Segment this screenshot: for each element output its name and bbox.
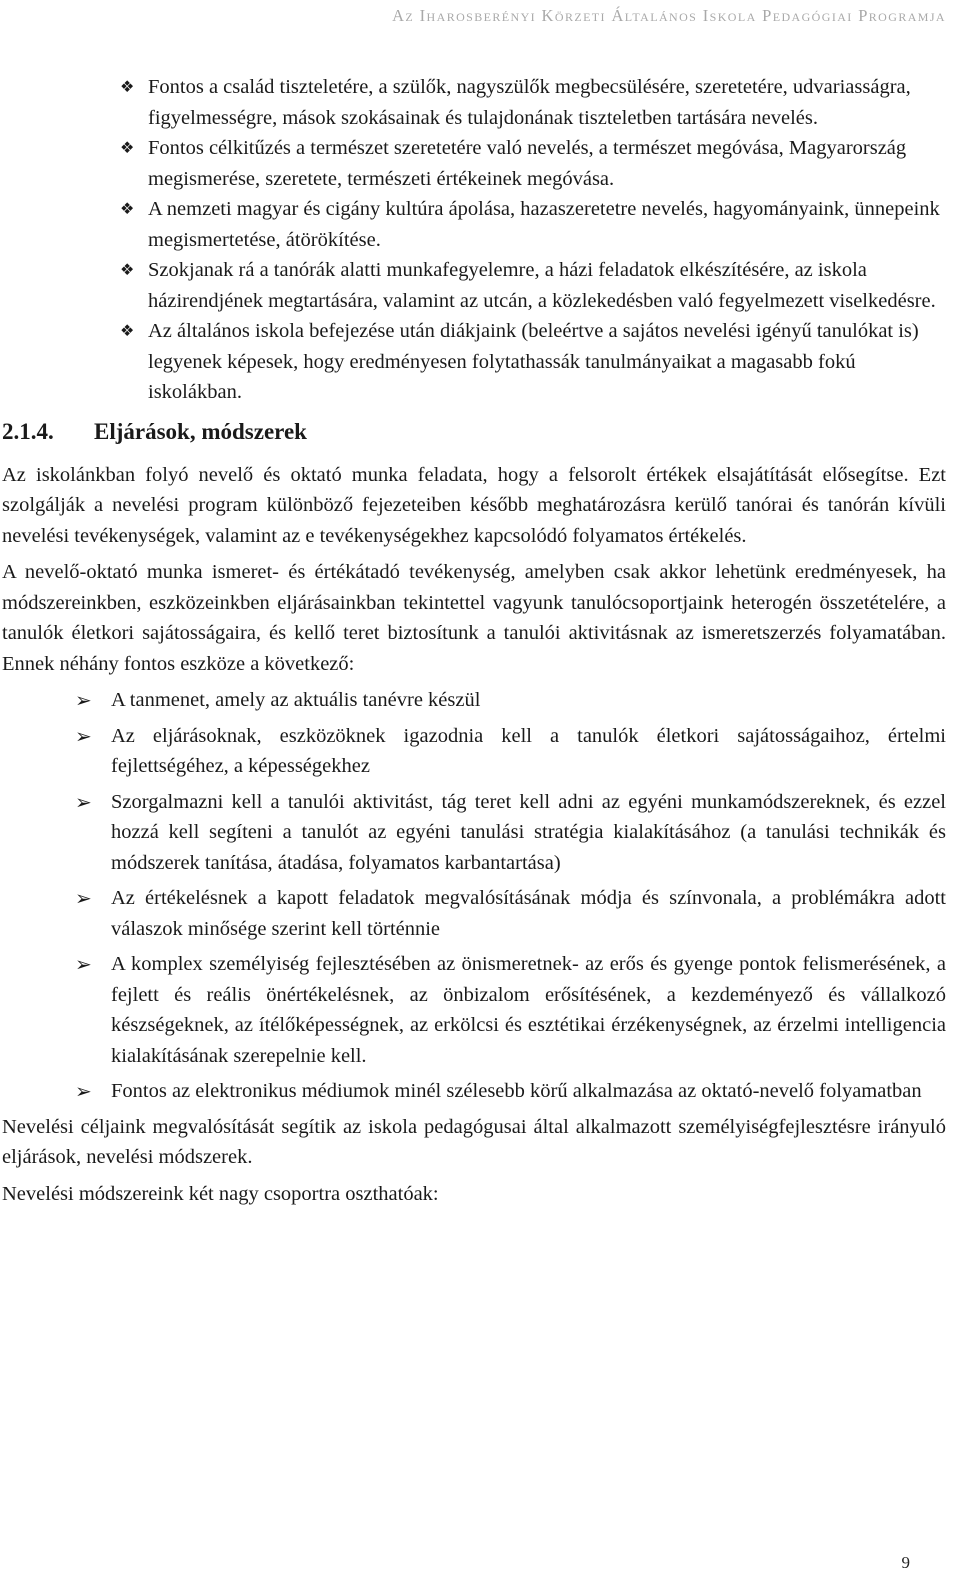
arrow-bullet-icon: ➢ xyxy=(75,886,92,910)
list-item xyxy=(120,72,946,133)
page-content xyxy=(2,72,946,1215)
page-number: 9 xyxy=(901,1553,910,1572)
list-item-text: A nemzeti magyar és cigány kultúra ápolása, hazaszeretetre nevelés, hagyományaink, ünnepeink megismertetése, átörökítése. xyxy=(148,198,940,251)
list-item xyxy=(120,255,946,316)
list-item-text: A komplex személyiség fejlesztésében az önismeretnek- az erős és gyenge pontok felismerésének, a fejlett és reális önértékelésnek, az önbizalom erősítésének, a kezdeményező és vállalkozó készségeknek, az ítélőképességnek, az erkölcsi és esztétikai érzékenységnek, az érzelmi intelligencia kialakításának szerepelnie kell. xyxy=(111,953,946,1067)
paragraph: Az iskolánkban folyó nevelő és oktató munka feladata, hogy a felsorolt értékek elsajátítását elősegítse. Ezt szolgálják a nevelési program különböző fejezeteiben később meghatározásra kerülő tanórai és tanórán kívüli nevelési tevékenységek, valamint az e tevékenységekhez kapcsolódó folyamatos értékelés. xyxy=(2,463,946,547)
diamond-bullet-icon: ❖ xyxy=(120,138,135,157)
diamond-bullet-list xyxy=(2,72,946,408)
arrow-bullet-icon: ➢ xyxy=(75,1079,92,1103)
list-item xyxy=(120,194,946,255)
arrow-bullet-icon: ➢ xyxy=(75,952,92,976)
section-title: Eljárások, módszerek xyxy=(94,418,307,444)
list-item xyxy=(75,685,946,716)
list-item-text: Fontos célkitűzés a természet szeretetére való nevelés, a természet megóvása, Magyarország megismerése, szeretete, természeti értékeinek megóvása. xyxy=(148,137,907,190)
arrow-bullet-icon: ➢ xyxy=(75,723,92,748)
arrow-bullet-icon: ➢ xyxy=(75,688,92,712)
list-item xyxy=(75,1076,946,1107)
list-item-text: Az eljárásoknak, eszközöknek igazodnia kell a tanulók életkori sajátosságaihoz, értelmi fejlettségéhez, a képességekhez xyxy=(111,724,946,777)
list-item-text: Szokjanak rá a tanórák alatti munkafegyelemre, a házi feladatok elkészítésére, az iskola házirendjének megtartására, valamint az utcán, a közlekedésben való fegyelmezett viselkedésre. xyxy=(148,259,936,312)
diamond-bullet-icon: ❖ xyxy=(120,260,135,279)
diamond-bullet-icon: ❖ xyxy=(120,77,135,96)
list-item xyxy=(75,721,946,782)
paragraph: Nevelési céljaink megvalósítását segítik az iskola pedagógusai által alkalmazott személyiségfejlesztésre irányuló eljárások, nevelési módszerek. xyxy=(2,1115,946,1168)
list-item-text: Az általános iskola befejezése után diákjaink (beleértve a sajátos nevelési igényű tanulókat is) legyenek képesek, hogy eredményesen folytathassák tanulmányaikat a magasabb fokú iskolákban. xyxy=(148,320,919,403)
arrow-bullet-icon: ➢ xyxy=(75,789,92,814)
list-item-text: Fontos a család tiszteletére, a szülők, nagyszülők megbecsülésére, szeretetére, udvariasságra, figyelmességre, mások szokásainak és tulajdonának tiszteletben tartására nevelés. xyxy=(148,76,911,129)
paragraph: A nevelő-oktató munka ismeret- és értékátadó tevékenység, amelyben csak akkor lehetünk eredményesek, ha módszereinkben, eszközeinkben eljárásainkban tekintettel vagyunk tanulócsoportjaink heterogén összetételére, a tanulók életkori sajátosságaira, és kellő teret biztosítunk a tanulói aktivitásnak az ismeretszerzés folyamatában. Ennek néhány fontos eszköze a következő: xyxy=(2,561,946,675)
diamond-bullet-icon: ❖ xyxy=(120,199,135,218)
list-item-text: Szorgalmazni kell a tanulói aktivitást, tág teret kell adni az egyéni munkamódszereknek, és ezzel hozzá kell segíteni a tanulót az egyéni tanulási stratégia kialakításához (a tanulási technikák és módszerek tanítása, átadása, folyamatos karbantartása) xyxy=(111,790,946,874)
list-item-text: A tanmenet, amely az aktuális tanévre készül xyxy=(111,689,481,711)
list-item xyxy=(75,949,946,1071)
list-item xyxy=(120,133,946,194)
running-header: Az Iharosberényi Körzeti Általános Iskola Pedagógiai Programja xyxy=(392,6,946,25)
diamond-bullet-icon: ❖ xyxy=(120,321,135,340)
paragraph: Nevelési módszereink két nagy csoportra oszthatóak: xyxy=(2,1182,439,1205)
list-item-text: Az értékelésnek a kapott feladatok megvalósításának módja és színvonala, a problémákra adott válaszok minősége szerint kell történnie xyxy=(111,887,946,940)
section-heading xyxy=(2,417,946,447)
list-item xyxy=(75,883,946,944)
arrow-bullet-list xyxy=(2,685,946,1107)
list-item xyxy=(75,787,946,879)
list-item-text: Fontos az elektronikus médiumok minél szélesebb körű alkalmazása az oktató-nevelő folyamatban xyxy=(111,1080,922,1102)
section-number: 2.1.4. xyxy=(2,418,54,444)
list-item xyxy=(120,316,946,408)
